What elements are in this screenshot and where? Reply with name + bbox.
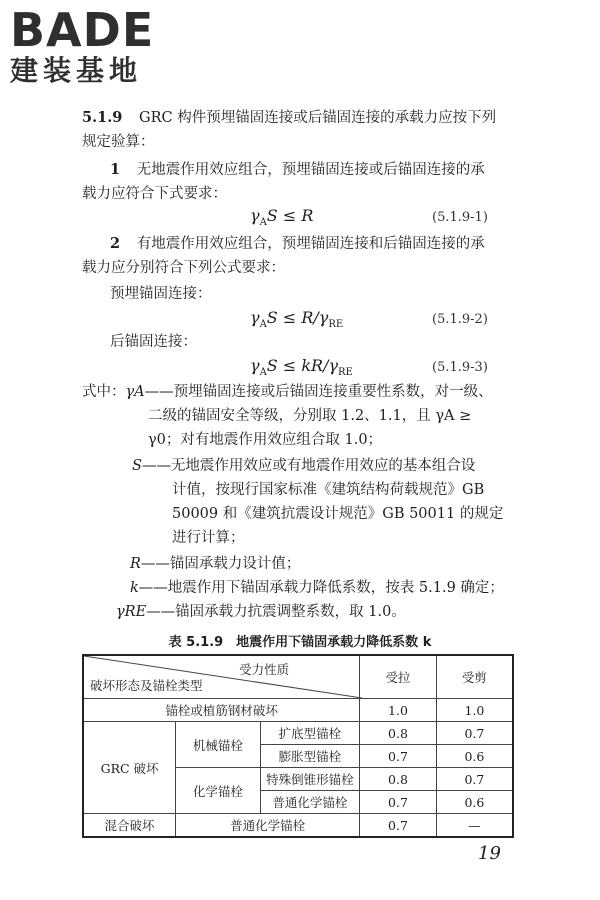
item2-line1 <box>110 234 485 254</box>
row-label: 普通化学锚栓 <box>260 791 359 814</box>
table-row <box>83 814 513 838</box>
cell-tension: 0.7 <box>360 791 437 814</box>
item1-line2: 载力应符合下式要求： <box>82 186 227 202</box>
cell-shear: — <box>436 814 513 838</box>
item2-number: 2 <box>110 235 121 252</box>
header-tension: 受拉 <box>360 655 437 699</box>
item2-text: 有地震作用效应组合，预埋锚固连接和后锚固连接的承 <box>136 236 485 252</box>
sub-chemical-anchor: 化学锚栓 <box>176 768 261 814</box>
item2-line2: 载力应分别符合下列公式要求： <box>82 260 285 276</box>
table-row <box>83 699 513 722</box>
def-gammaRE-line1 <box>116 602 406 622</box>
header-force-type: 受力性质 <box>239 662 290 677</box>
def-S-text: ——无地震作用效应或有地震作用效应的基本组合设 <box>141 458 476 474</box>
table-row <box>83 722 513 745</box>
row-label: 扩底型锚栓 <box>260 722 359 745</box>
equation-3: $\gamma_AS \le kR/\gamma_{RE}$ <box>250 356 353 379</box>
def-gammaA-line3: γ0；对有地震作用效应组合取 1.0； <box>148 432 383 448</box>
cell-tension: 0.8 <box>360 722 437 745</box>
equation-3-number: (5.1.9-3) <box>432 360 488 375</box>
row-label: 普通化学锚栓 <box>176 814 360 838</box>
def-gammaA-symbol: γA <box>125 384 145 400</box>
item1-line1 <box>110 160 485 180</box>
def-gammaA-line2: 二级的锚固安全等级，分别取 1.2、1.1，且 γA ≥ <box>148 408 472 424</box>
logo-subtitle: 建装基地 <box>10 54 143 87</box>
table-header-diagonal-cell <box>83 655 360 699</box>
cell-shear: 0.6 <box>436 745 513 768</box>
cell-shear: 0.7 <box>436 768 513 791</box>
def-S-symbol: S <box>132 458 142 474</box>
equation-1: $\gamma_AS \le R$ <box>250 206 314 229</box>
item1-number: 1 <box>110 161 121 178</box>
section-heading-line2: 规定验算： <box>82 134 155 150</box>
post-anchor-label: 后锚固连接： <box>110 334 197 350</box>
row-label: 锚栓或植筋钢材破坏 <box>83 699 360 722</box>
equation-2: $\gamma_AS \le R/\gamma_{RE}$ <box>250 308 344 331</box>
cell-shear: 0.6 <box>436 791 513 814</box>
header-shear: 受剪 <box>436 655 513 699</box>
def-gammaRE-symbol: γRE <box>116 604 147 620</box>
cell-tension: 0.8 <box>360 768 437 791</box>
section-number: 5.1.9 <box>82 109 123 126</box>
section-heading-text: GRC 构件预埋锚固连接或后锚固连接的承载力应按下列 <box>138 110 497 126</box>
def-R-symbol: R <box>130 556 141 572</box>
group-mixed-failure: 混合破坏 <box>83 814 176 838</box>
cell-shear: 1.0 <box>436 699 513 722</box>
def-S-line4: 进行计算； <box>172 530 245 546</box>
cell-shear: 0.7 <box>436 722 513 745</box>
section-heading-line1 <box>82 108 496 128</box>
sub-mechanical-anchor: 机械锚栓 <box>176 722 261 768</box>
reduction-factor-table <box>82 654 514 838</box>
row-label: 特殊倒锥形锚栓 <box>260 768 359 791</box>
def-S-line3: 50009 和《建筑抗震设计规范》GB 50011 的规定 <box>172 506 504 522</box>
def-k-line1 <box>130 578 504 598</box>
def-k-symbol: k <box>130 580 139 596</box>
def-R-text: ——锚固承载力设计值； <box>140 556 301 572</box>
item1-text: 无地震作用效应组合，预埋锚固连接或后锚固连接的承 <box>136 162 485 178</box>
cell-tension: 0.7 <box>360 814 437 838</box>
cell-tension: 1.0 <box>360 699 437 722</box>
def-gammaA-text: ——预埋锚固连接或后锚固连接重要性系数，对一级、 <box>144 384 493 400</box>
table-header-row <box>83 655 513 699</box>
table-caption: 表 5.1.9 地震作用下锚固承载力降低系数 k <box>168 635 432 650</box>
cell-tension: 0.7 <box>360 745 437 768</box>
group-grc-failure: GRC 破坏 <box>83 722 176 814</box>
def-S-line2: 计值，按现行国家标准《建筑结构荷载规范》GB <box>172 482 485 498</box>
page-number: 19 <box>478 843 501 864</box>
def-k-text: ——地震作用下锚固承载力降低系数，按表 5.1.9 确定； <box>138 580 504 596</box>
def-gammaA-line1 <box>82 382 493 402</box>
header-failure-mode: 破坏形态及锚栓类型 <box>90 678 203 693</box>
def-intro: 式中： <box>82 384 126 400</box>
def-gammaRE-text: ——锚固承载力抗震调整系数，取 1.0。 <box>146 604 406 620</box>
logo-brand: BADE <box>10 3 155 57</box>
def-R-line1 <box>130 554 300 574</box>
equation-2-number: (5.1.9-2) <box>432 312 488 327</box>
pre-anchor-label: 预埋锚固连接： <box>110 286 212 302</box>
equation-1-number: (5.1.9-1) <box>432 210 488 225</box>
def-S-line1 <box>132 456 475 476</box>
logo <box>10 4 154 88</box>
row-label: 膨胀型锚栓 <box>260 745 359 768</box>
